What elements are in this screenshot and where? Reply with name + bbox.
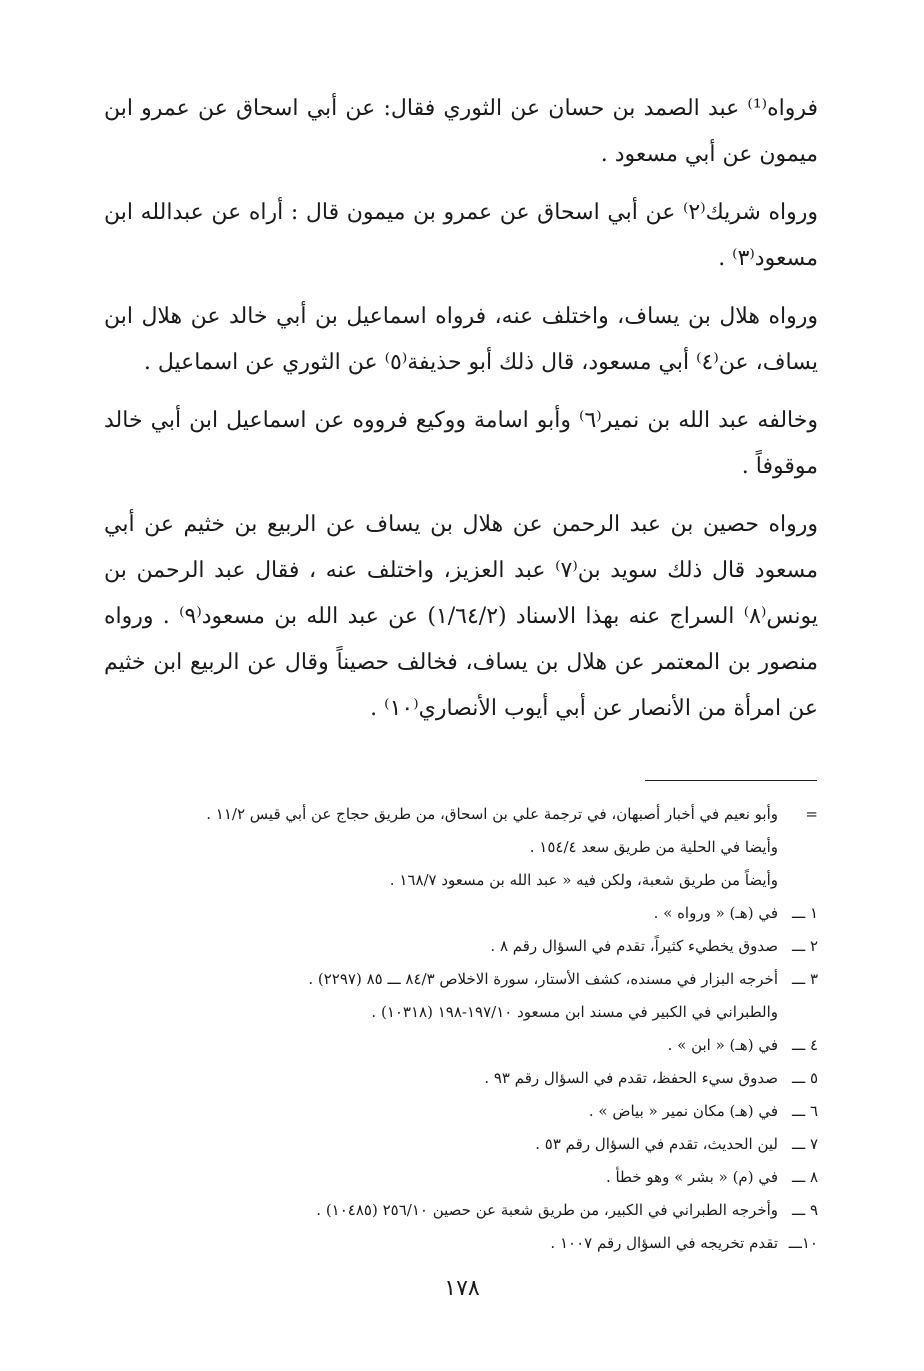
footnote-line — [104, 798, 818, 831]
footnote-number: ٧ ـــ — [791, 1135, 818, 1153]
footnote-text: تقدم تخريجه في السؤال رقم ١٠٠٧ . — [550, 1234, 778, 1252]
footnote-number: ٨ ـــ — [791, 1168, 818, 1186]
footnote-number — [778, 864, 818, 897]
page-number: ١٧٨ — [444, 1276, 480, 1301]
footnote-line — [104, 1029, 818, 1062]
footnote-number: ٦ ـــ — [791, 1102, 818, 1120]
paragraph: وخالفه عبد الله بن نمير⁽٦⁾ وأبو اسامة ووكيع فرووه عن اسماعيل ابن أبي خالد موقوفاً . — [104, 408, 818, 479]
footnote-number — [778, 831, 818, 864]
footnote-text: في (هـ) « ابن » . — [667, 1036, 778, 1054]
footnote-line — [104, 864, 818, 897]
footnote-line — [104, 897, 818, 930]
footnote-number: ١٠ـــ — [788, 1234, 818, 1252]
paragraph: ورواه شريك⁽٢⁾ عن أبي اسحاق عن عمرو بن ميمون قال : أراه عن عبدالله ابن مسعود⁽٣⁾ . — [104, 200, 818, 271]
footnote-number: ٢ ـــ — [791, 937, 818, 955]
footnote-text: في (م) « بشر » وهو خطأ . — [605, 1168, 778, 1186]
footnote-number: ١ ـــ — [791, 904, 818, 922]
paragraph: ورواه هلال بن يساف، واختلف عنه، فرواه اسماعيل بن أبي خالد عن هلال ابن يساف، عن⁽٤⁾ أبي مسعود، قال ذلك أبو حذيفة⁽٥⁾ عن الثوري عن اسماعيل . — [104, 304, 818, 375]
footnote-text: وأيضاً من طريق شعبة، ولكن فيه « عبد الله بن مسعود ١٦٨/٧ . — [389, 871, 778, 889]
footnote-line — [104, 1227, 818, 1260]
footnote-number: = — [805, 805, 818, 823]
footnote-line — [104, 1062, 818, 1095]
footnote-line — [104, 1194, 818, 1227]
footnote-line — [104, 996, 818, 1029]
footnote-text: في (هـ) مكان نمير « بياض » . — [588, 1102, 778, 1120]
footnote-number: ٤ ـــ — [791, 1036, 818, 1054]
footnote-line — [104, 1161, 818, 1194]
footnote-line — [104, 1128, 818, 1161]
footnote-line — [104, 963, 818, 996]
footnote-line — [104, 831, 818, 864]
footnote-text: صدوق سيء الحفظ، تقدم في السؤال رقم ٩٣ . — [484, 1069, 778, 1087]
footnote-number: ٣ ـــ — [791, 970, 818, 988]
footnote-text: لين الحديث، تقدم في السؤال رقم ٥٣ . — [535, 1135, 778, 1153]
paragraph: ورواه حصين بن عبد الرحمن عن هلال بن يساف عن الربيع بن خثيم عن أبي مسعود قال ذلك سويد بن⁽٧⁾ عبد العزيز، واختلف عنه ، فقال عبد الرحمن بن يونس⁽٨⁾ السراج عنه بهذا الاسناد (١/٦٤/٢) عن عبد الله بن مسعود⁽٩⁾ . ورواه منصور بن المعتمر عن هلال بن يساف، فخالف حصيناً وقال عن الربيع ابن خثيم عن امرأة من الأنصار عن أبي أيوب الأنصاري⁽١٠⁾ . — [104, 512, 818, 721]
footnote-text: أخرجه البزار في مسنده، كشف الأستار، سورة الاخلاص ٨٤/٣ ـــ ٨٥ (٢٢٩٧) . — [308, 970, 778, 988]
footnote-line — [104, 1095, 818, 1128]
footnote-line — [104, 930, 818, 963]
footnotes — [104, 798, 818, 1260]
footnote-number: ٥ ـــ — [791, 1069, 818, 1087]
footnote-number: ٩ ـــ — [791, 1201, 818, 1219]
footnote-text: وأيضا في الحلية من طريق سعد ١٥٤/٤ . — [529, 838, 778, 856]
footnote-text: صدوق يخطيء كثيراً، تقدم في السؤال رقم ٨ . — [490, 937, 778, 955]
footnote-text: وأخرجه الطبراني في الكبير، من طريق شعبة عن حصين ٢٥٦/١٠ (١٠٤٨٥) . — [316, 1201, 778, 1219]
footnote-text: وأبو نعيم في أخبار أصبهان، في ترجمة علي بن اسحاق، من طريق حجاج عن أبي قيس ١١/٢ . — [206, 805, 778, 823]
paragraph: فرواه⁽¹⁾ عبد الصمد بن حسان عن الثوري فقال: عن أبي اسحاق عن عمرو ابن ميمون عن أبي مسعود . — [104, 96, 818, 167]
footnote-text: في (هـ) « ورواه » . — [653, 904, 778, 922]
footnote-text: والطبراني في الكبير في مسند ابن مسعود ١٩٧/١٠-١٩٨ (١٠٣١٨) . — [371, 1003, 778, 1021]
footnote-divider — [645, 780, 817, 781]
main-text — [104, 86, 818, 744]
footnote-number — [778, 996, 818, 1029]
